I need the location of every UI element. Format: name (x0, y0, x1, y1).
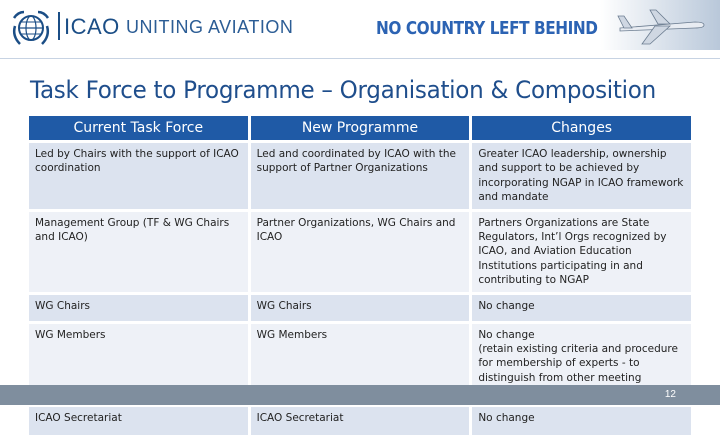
page-number: 12 (664, 389, 676, 400)
changes-text: Greater ICAO leadership, ownership and support to be achieved by incorporating NGAP in ICAO framework and mandate (478, 148, 684, 204)
icao-emblem-icon (10, 8, 52, 48)
cell-changes (472, 143, 691, 209)
changes-note: (retain existing criteria and procedure for membership of experts - to distinguish from other meeting (478, 343, 678, 384)
table-row (29, 407, 691, 435)
changes-text: No change (478, 299, 535, 312)
changes-text: No change (478, 328, 535, 341)
slogan: NO COUNTRY LEFT BEHIND (376, 18, 598, 39)
slide-header (0, 0, 720, 58)
airplane-icon (600, 0, 720, 50)
cell-new: Partner Organizations, WG Chairs and ICAO (251, 212, 470, 292)
org-name: ICAO (64, 14, 120, 39)
header-divider (0, 58, 720, 59)
table-row (29, 143, 691, 209)
cell-current: Management Group (TF & WG Chairs and ICAO) (29, 212, 248, 292)
header-changes: Changes (472, 116, 691, 140)
cell-changes (472, 407, 691, 435)
header-new-programme: New Programme (251, 116, 470, 140)
cell-changes (472, 295, 691, 321)
cell-new: WG Members (251, 324, 470, 404)
logo-separator (58, 12, 60, 40)
cell-current: WG Members (29, 324, 248, 404)
cell-current: Led by Chairs with the support of ICAO coordination (29, 143, 248, 209)
changes-text: Partners Organizations are State Regulators, Int’l Orgs recognized by ICAO, and Aviation Education Institutions participating in and contributing to NGAP (478, 216, 667, 287)
cell-new: Led and coordinated by ICAO with the support of Partner Organizations (251, 143, 470, 209)
cell-new: ICAO Secretariat (251, 407, 470, 435)
slide-footer (0, 385, 720, 405)
cell-changes (472, 212, 691, 292)
table-row (29, 212, 691, 292)
cell-current: ICAO Secretariat (29, 407, 248, 435)
table-header-row (29, 116, 691, 140)
org-tagline: UNITING AVIATION (126, 17, 294, 37)
header-current-task-force: Current Task Force (29, 116, 248, 140)
cell-current: WG Chairs (29, 295, 248, 321)
cell-new: WG Chairs (251, 295, 470, 321)
table-row (29, 295, 691, 321)
changes-text: No change (478, 411, 535, 424)
slide-title: Task Force to Programme – Organisation & Composition (30, 76, 656, 104)
